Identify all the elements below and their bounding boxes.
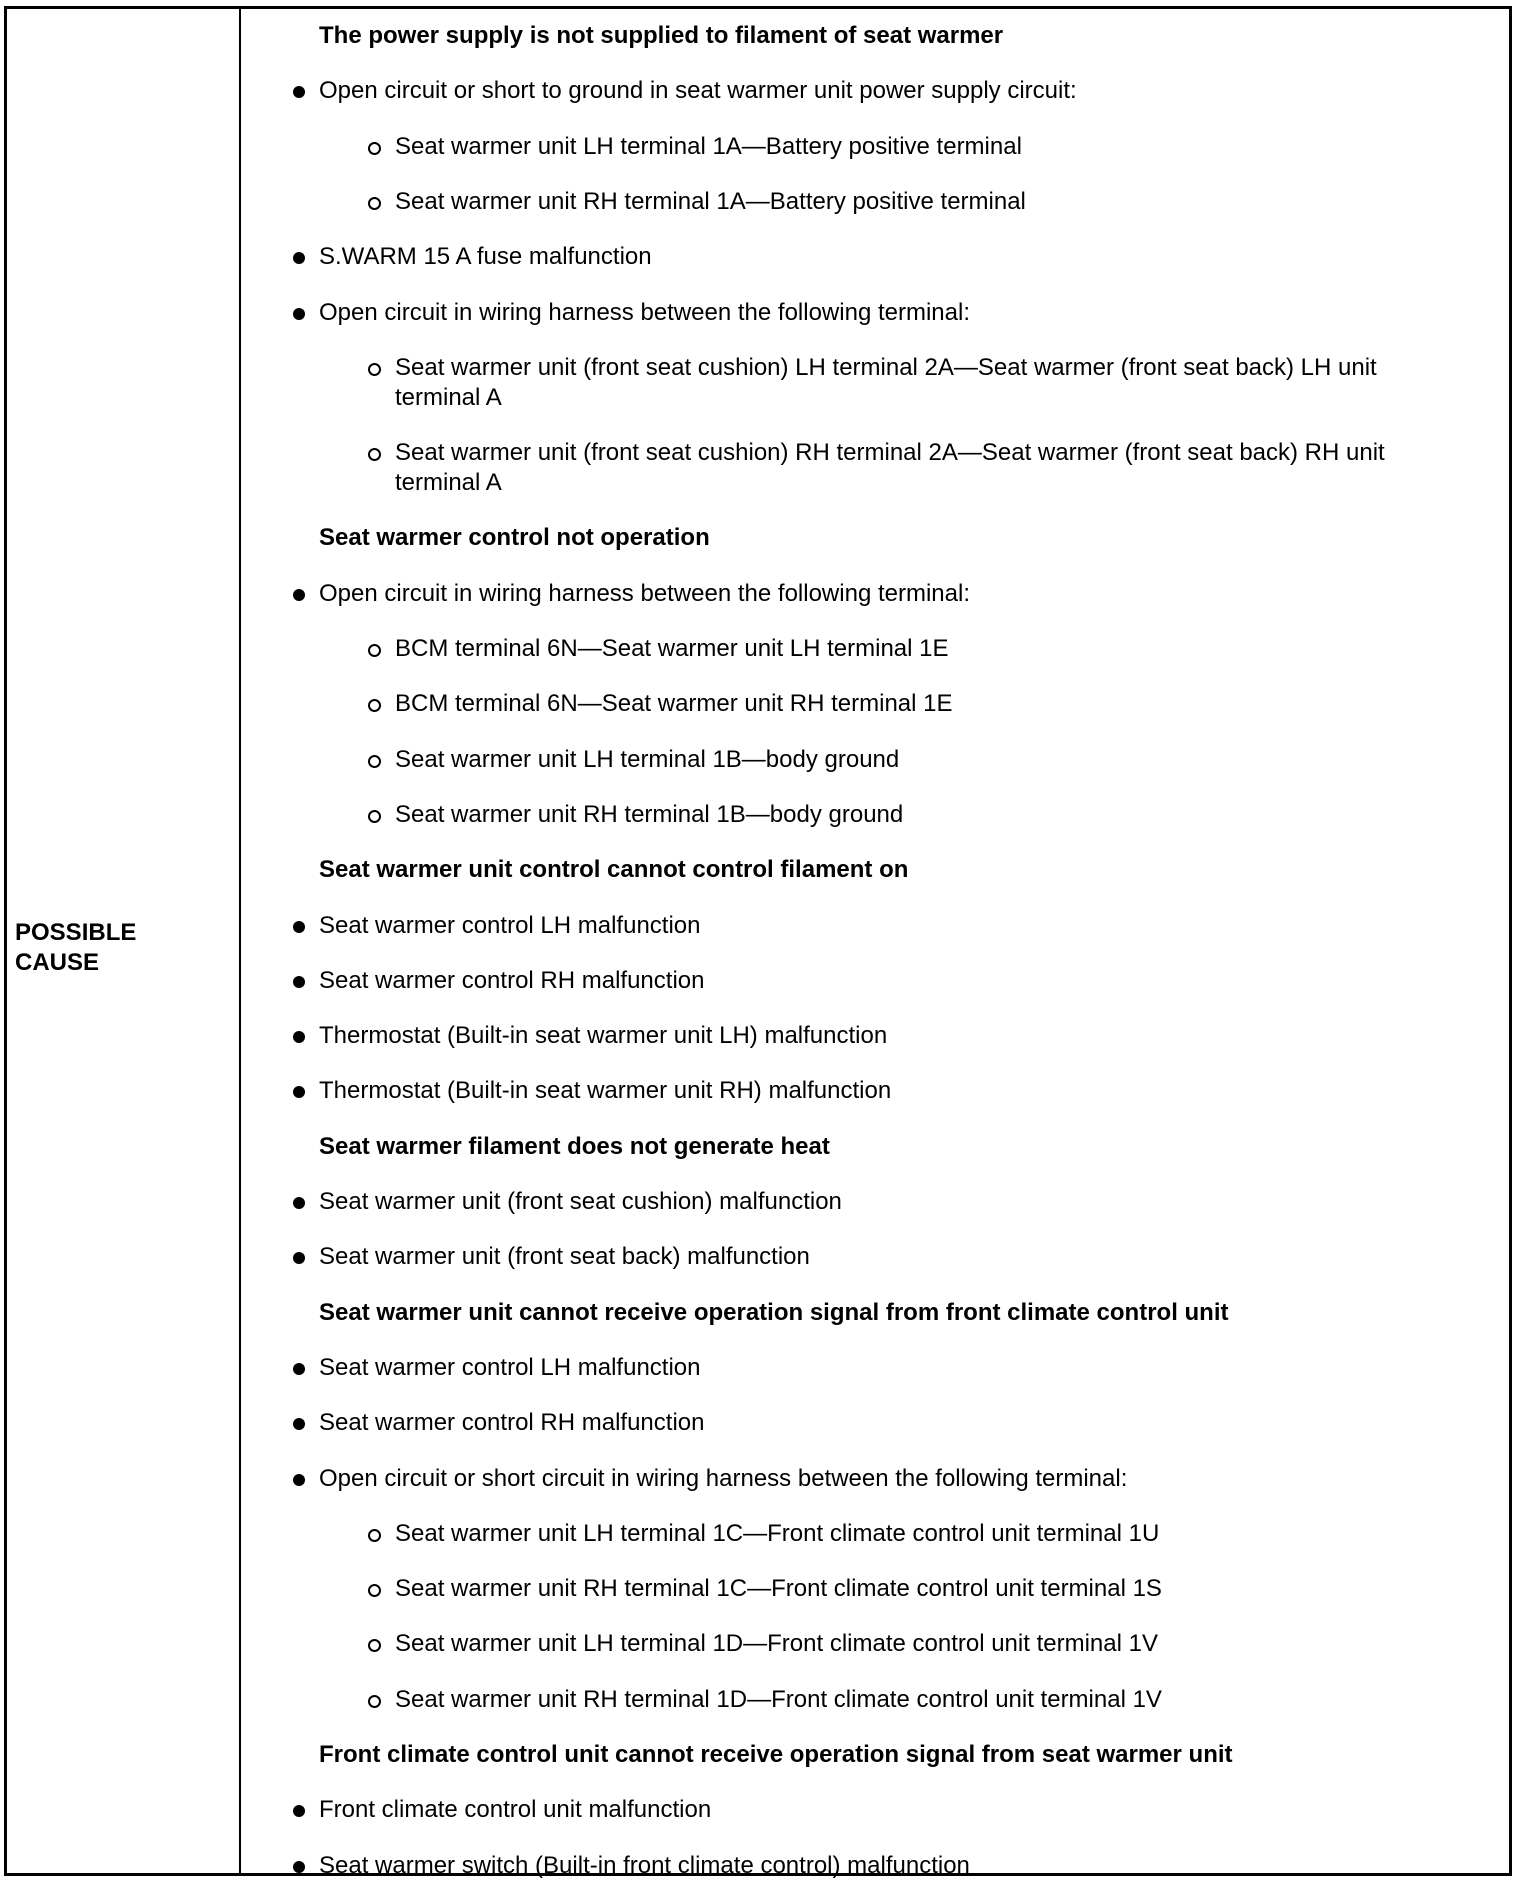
bullet-dot-icon bbox=[293, 976, 305, 988]
bullet-circle-icon bbox=[368, 448, 381, 461]
cause-subitem: Seat warmer unit RH terminal 1A—Battery positive terminal bbox=[395, 187, 1026, 215]
bullet-dot-icon bbox=[293, 252, 305, 264]
cause-subitem: Seat warmer unit (front seat cushion) RH terminal 2A—Seat warmer (front seat back) RH unit terminal A bbox=[395, 439, 1385, 497]
bullet-dot-icon bbox=[293, 1418, 305, 1430]
bullet-circle-icon bbox=[368, 810, 381, 823]
bullet-circle-icon bbox=[368, 699, 381, 712]
section-heading: The power supply is not supplied to filament of seat warmer bbox=[319, 22, 1004, 49]
cause-item: Seat warmer control RH malfunction bbox=[319, 966, 705, 994]
bullet-circle-icon bbox=[368, 644, 381, 657]
cause-item: Seat warmer switch (Built-in front climate control) malfunction bbox=[319, 1851, 970, 1879]
bullet-circle-icon bbox=[368, 142, 381, 155]
section-heading: Seat warmer unit control cannot control filament on bbox=[319, 856, 909, 884]
cause-item: Seat warmer unit (front seat back) malfunction bbox=[319, 1243, 810, 1271]
cause-subitem: Seat warmer unit (front seat cushion) LH terminal 2A—Seat warmer (front seat back) LH unit terminal A bbox=[395, 353, 1377, 411]
cause-subitem: Seat warmer unit LH terminal 1D—Front climate control unit terminal 1V bbox=[395, 1630, 1158, 1658]
cause-subitem: Seat warmer unit RH terminal 1C—Front climate control unit terminal 1S bbox=[395, 1575, 1162, 1603]
bullet-circle-icon bbox=[368, 1529, 381, 1542]
section-heading: Seat warmer filament does not generate heat bbox=[319, 1132, 830, 1160]
bullet-dot-icon bbox=[293, 1252, 305, 1264]
cause-item: Seat warmer control RH malfunction bbox=[319, 1409, 705, 1437]
cause-item: Open circuit or short to ground in seat warmer unit power supply circuit: bbox=[319, 77, 1077, 105]
cause-item: Front climate control unit malfunction bbox=[319, 1796, 712, 1824]
possible-cause-table bbox=[4, 6, 1512, 1879]
cause-item: Open circuit or short circuit in wiring harness between the following terminal: bbox=[319, 1464, 1128, 1492]
cause-subitem: Seat warmer unit RH terminal 1D—Front climate control unit terminal 1V bbox=[395, 1685, 1162, 1713]
cause-item: Seat warmer control LH malfunction bbox=[319, 911, 701, 939]
bullet-circle-icon bbox=[368, 1695, 381, 1708]
section-heading: Seat warmer control not operation bbox=[319, 524, 710, 552]
cause-subitem: Seat warmer unit LH terminal 1C—Front climate control unit terminal 1U bbox=[395, 1519, 1160, 1547]
bullet-dot-icon bbox=[293, 86, 305, 98]
bullet-circle-icon bbox=[368, 755, 381, 768]
bullet-dot-icon bbox=[293, 1861, 305, 1873]
bullet-dot-icon bbox=[293, 1031, 305, 1043]
bullet-circle-icon bbox=[368, 197, 381, 210]
cause-subitem: BCM terminal 6N—Seat warmer unit LH terminal 1E bbox=[395, 635, 949, 662]
cause-subitem: BCM terminal 6N—Seat warmer unit RH terminal 1E bbox=[395, 690, 953, 718]
cause-item: Open circuit in wiring harness between the following terminal: bbox=[319, 579, 970, 607]
cause-item: Open circuit in wiring harness between the following terminal: bbox=[319, 298, 970, 326]
label-cell bbox=[7, 9, 241, 1873]
bullet-circle-icon bbox=[368, 1584, 381, 1597]
bullet-dot-icon bbox=[293, 1086, 305, 1098]
cause-item: Seat warmer control LH malfunction bbox=[319, 1353, 701, 1381]
cause-item: Thermostat (Built-in seat warmer unit RH) malfunction bbox=[319, 1077, 892, 1105]
section-heading: Seat warmer unit cannot receive operation signal from front climate control unit bbox=[319, 1298, 1229, 1326]
content-cell bbox=[241, 9, 1509, 1879]
cause-subitem: Seat warmer unit LH terminal 1A—Battery positive terminal bbox=[395, 132, 1022, 160]
cause-item: Seat warmer unit (front seat cushion) malfunction bbox=[319, 1188, 842, 1215]
section-heading: Front climate control unit cannot receive operation signal from seat warmer unit bbox=[319, 1741, 1233, 1768]
cause-item: Thermostat (Built-in seat warmer unit LH) malfunction bbox=[319, 1022, 888, 1050]
cause-subitem: Seat warmer unit RH terminal 1B—body ground bbox=[395, 800, 904, 828]
bullet-circle-icon bbox=[368, 363, 381, 376]
bullet-dot-icon bbox=[293, 1363, 305, 1375]
bullet-dot-icon bbox=[293, 1805, 305, 1817]
cause-subitem: Seat warmer unit LH terminal 1B—body ground bbox=[395, 745, 900, 773]
bullet-dot-icon bbox=[293, 589, 305, 601]
bullet-dot-icon bbox=[293, 1474, 305, 1486]
bullet-dot-icon bbox=[293, 1197, 305, 1209]
cause-item: S.WARM 15 A fuse malfunction bbox=[319, 243, 652, 271]
bullet-dot-icon bbox=[293, 921, 305, 933]
row-label: POSSIBLE CAUSE bbox=[15, 919, 137, 976]
bullet-circle-icon bbox=[368, 1639, 381, 1652]
bullet-dot-icon bbox=[293, 308, 305, 320]
